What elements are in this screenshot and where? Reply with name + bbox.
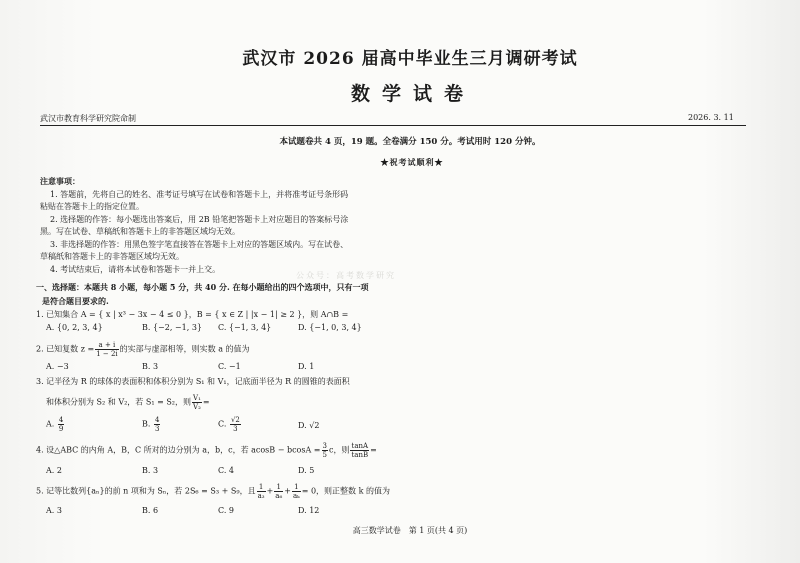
q3-option-b [142, 416, 161, 433]
q5-plus-1: + [266, 486, 274, 496]
q2-option-b: B. 3 [142, 362, 159, 371]
q3-fraction [192, 394, 202, 411]
q5-plus-2: + [284, 486, 291, 496]
q5-option-d: D. 12 [298, 506, 320, 515]
q2-stem-pre: 2. 已知复数 z = [36, 344, 95, 354]
q5-stem [36, 483, 390, 500]
notes-heading: 注意事项： [40, 176, 80, 186]
q5-fraction-3-denominator: aₖ [292, 492, 300, 500]
q4-option-b: B. 3 [142, 466, 159, 475]
q1-stem: 1. 已知集合 A = { x | x³ − 3x − 4 ≤ 0 }，B = { x ∈ Z | |x − 1| ≥ 2 }，则 A∩B = [36, 310, 349, 319]
q4-option-d: D. 5 [298, 466, 315, 475]
watermark: 公众号：高考数学研究 [296, 271, 396, 280]
page-footer: 高三数学试卷 第 1 页(共 4 页) [352, 526, 468, 535]
q4-tan-denominator: tanB [351, 451, 369, 459]
q1-option-d: D. {−1, 0, 3, 4} [298, 323, 362, 332]
q4-tan-fraction [350, 442, 369, 459]
q5-stem-post: = 0，则正整数 k 的值为 [301, 486, 390, 496]
q3-stem-pre: 和体积分别为 S₂ 和 V₂，若 S₁ = S₂，则 [46, 397, 192, 407]
q2-stem-post: 的实部与虚部相等，则实数 a 的值为 [119, 344, 250, 354]
q2-fraction [95, 341, 118, 358]
q2-fraction-denominator: 1 − 2i [96, 350, 118, 358]
q5-fraction-1 [257, 483, 266, 500]
q3-option-a [46, 416, 65, 433]
q5-option-c: C. 9 [218, 506, 235, 515]
q3-option-a-fraction [58, 416, 64, 433]
section-1-heading: 一、选择题：本题共 8 小题，每小题 5 分，共 40 分. 在每小题给出的四个选项中，只有一项 [36, 282, 369, 292]
note-3-line-1: 3. 非选择题的作答：用黑色签字笔直接答在答题卡上对应的答题区域内。写在试卷、 [50, 240, 349, 249]
exam-title: 武汉市 2026 届高中毕业生三月调研考试 [242, 49, 578, 69]
q2-option-a: A. −3 [46, 362, 69, 371]
q4-fraction-denominator: 5 [322, 451, 327, 459]
exam-subject: 数学试卷 [350, 83, 475, 105]
q4-fraction-numerator: 3 [322, 442, 327, 450]
q3-stem-post: = [202, 397, 210, 407]
note-3-line-2: 草稿纸和答题卡上的非答题区域均无效。 [40, 252, 184, 261]
q3-option-c [218, 416, 242, 433]
q3-option-d: D. √2 [298, 421, 320, 430]
q5-fraction-2-denominator: a₆ [275, 492, 283, 500]
q2-option-c: C. −1 [218, 362, 241, 371]
q4-stem-post: = [370, 445, 377, 455]
q2-stem [36, 341, 250, 358]
q3-stem-line-1: 3. 记半径为 R 的球体的表面积和体积分别为 S₁ 和 V₁，记底面半径为 R 的圆锥的表面积 [36, 377, 350, 386]
q4-option-c: C. 4 [218, 466, 235, 475]
q5-fraction-1-numerator: 1 [257, 483, 266, 492]
note-4-line-1: 4. 考试结束后，请将本试卷和答题卡一并上交。 [50, 265, 221, 274]
q2-option-d: D. 1 [298, 362, 315, 371]
q3-fraction-denominator: V₂ [193, 403, 201, 411]
q3-option-b-label: B. [142, 419, 151, 429]
q3-stem-line-2 [46, 394, 210, 411]
q1-option-b: B. {−2, −1, 3} [142, 323, 202, 332]
q1-option-a: A. {0, 2, 3, 4} [46, 323, 103, 332]
q4-stem [36, 442, 377, 459]
q5-fraction-1-denominator: a₃ [257, 492, 265, 500]
exam-date: 2026. 3. 11 [688, 113, 734, 122]
q1-option-c: C. {−1, 3, 4} [218, 323, 272, 332]
q4-stem-mid: c，则 [328, 445, 350, 455]
issuer: 武汉市教育科学研究院命制 [40, 114, 136, 123]
section-1-heading-cont: 是符合题目要求的. [42, 296, 109, 306]
q5-stem-pre: 5. 记等比数列{aₙ}的前 n 项和为 Sₙ，若 2S₆ = S₃ + S₉，且 [36, 486, 256, 496]
q4-option-a: A. 2 [46, 466, 62, 475]
q4-stem-pre: 4. 设△ABC 的内角 A，B，C 所对的边分别为 a，b，c，若 acosB − bcosA = [36, 445, 321, 455]
note-2-line-2: 黑。写在试卷、草稿纸和答题卡上的非答题区域均无效。 [40, 227, 240, 236]
q3-option-b-numerator: 4 [154, 416, 160, 424]
note-1-line-2: 粘贴在答题卡上的指定位置。 [40, 202, 144, 211]
q3-option-c-fraction [230, 416, 241, 433]
note-1-line-1: 1. 答题前，先将自己的姓名、准考证号填写在试卷和答题卡上，并将准考证号条形码 [50, 190, 349, 199]
q4-fraction [322, 442, 328, 459]
q3-option-a-numerator: 4 [58, 416, 64, 424]
q3-fraction-numerator: V₁ [193, 394, 201, 402]
q3-option-c-label: C. [218, 419, 227, 429]
good-luck-line: ★祝考试顺利★ [380, 157, 444, 167]
q2-fraction-numerator: a + i [95, 341, 118, 350]
q3-option-b-fraction [154, 416, 160, 433]
note-2-line-1: 2. 选择题的作答：每小题选出答案后，用 2B 铅笔把答题卡上对应题目的答案标号涂 [50, 215, 349, 224]
q3-option-a-label: A. [46, 419, 55, 429]
q3-option-a-denominator: 9 [58, 425, 64, 433]
q5-fraction-2 [274, 483, 283, 500]
header-rule [40, 125, 746, 126]
q3-option-c-denominator: 3 [233, 425, 238, 433]
exam-info: 本试题卷共 4 页，19 题。全卷满分 150 分。考试用时 120 分钟。 [279, 137, 541, 147]
q5-option-a: A. 3 [46, 506, 62, 515]
q3-option-b-denominator: 3 [154, 425, 160, 433]
q5-fraction-2-numerator: 1 [274, 483, 283, 492]
q5-fraction-3-numerator: 1 [292, 483, 301, 492]
q5-option-b: B. 6 [142, 506, 159, 515]
q4-tan-numerator: tanA [351, 442, 369, 450]
q5-fraction-3 [292, 483, 301, 500]
q3-option-c-numerator: √2 [230, 416, 240, 424]
